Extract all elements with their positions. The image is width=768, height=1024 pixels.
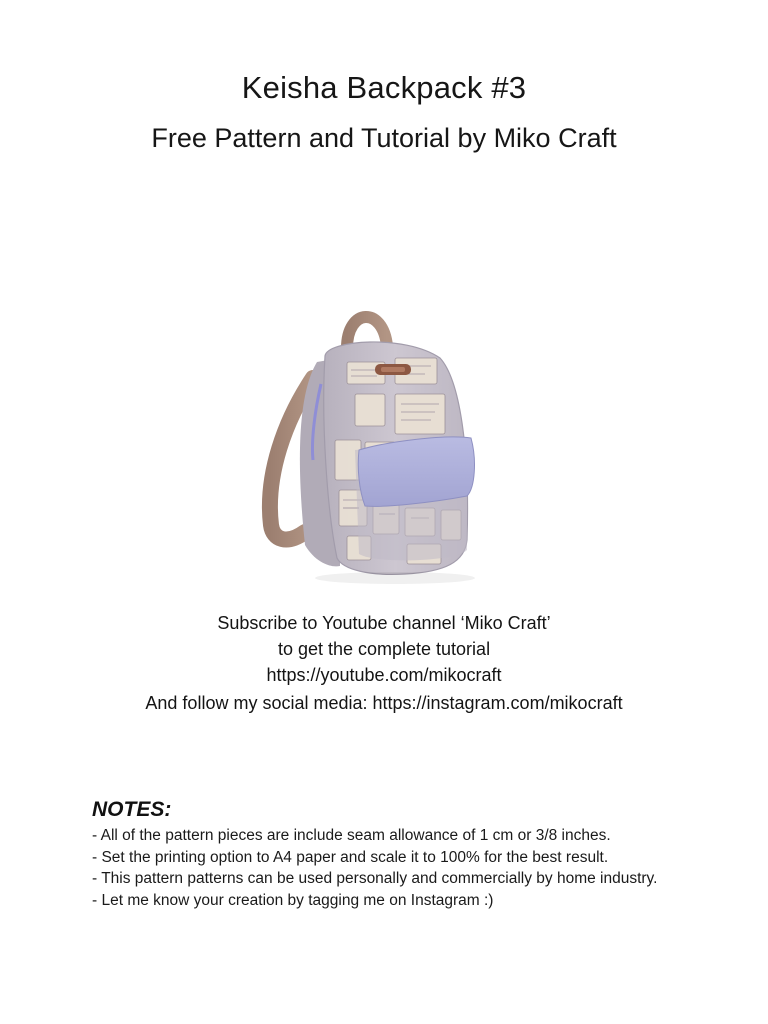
follow-line <box>0 693 768 714</box>
subscribe-block <box>0 610 768 688</box>
instagram-link[interactable]: https://instagram.com/mikocraft <box>372 693 623 713</box>
backpack-illustration <box>255 300 495 590</box>
follow-label: And follow my social media: <box>145 693 373 713</box>
youtube-link[interactable]: https://youtube.com/mikocraft <box>266 665 502 685</box>
note-item: - This pattern patterns can be used personally and commercially by home industry. <box>92 870 658 887</box>
page-title: Keisha Backpack #3 <box>241 70 527 105</box>
tutorial-line: to get the complete tutorial <box>277 639 491 659</box>
note-item: - Set the printing option to A4 paper and scale it to 100% for the best result. <box>92 848 609 866</box>
page-subtitle: Free Pattern and Tutorial by Miko Craft <box>151 123 617 153</box>
backpack-photo <box>255 300 495 590</box>
notes-heading: NOTES: <box>92 798 172 821</box>
notes-list <box>92 825 712 911</box>
notes-section <box>92 798 712 911</box>
subscribe-line: Subscribe to Youtube channel ‘Miko Craft’ <box>217 613 551 633</box>
note-item: - Let me know your creation by tagging me on Instagram :) <box>92 891 494 909</box>
note-item: - All of the pattern pieces are include seam allowance of 1 cm or 3/8 inches. <box>92 827 611 844</box>
front-flap <box>358 437 474 506</box>
